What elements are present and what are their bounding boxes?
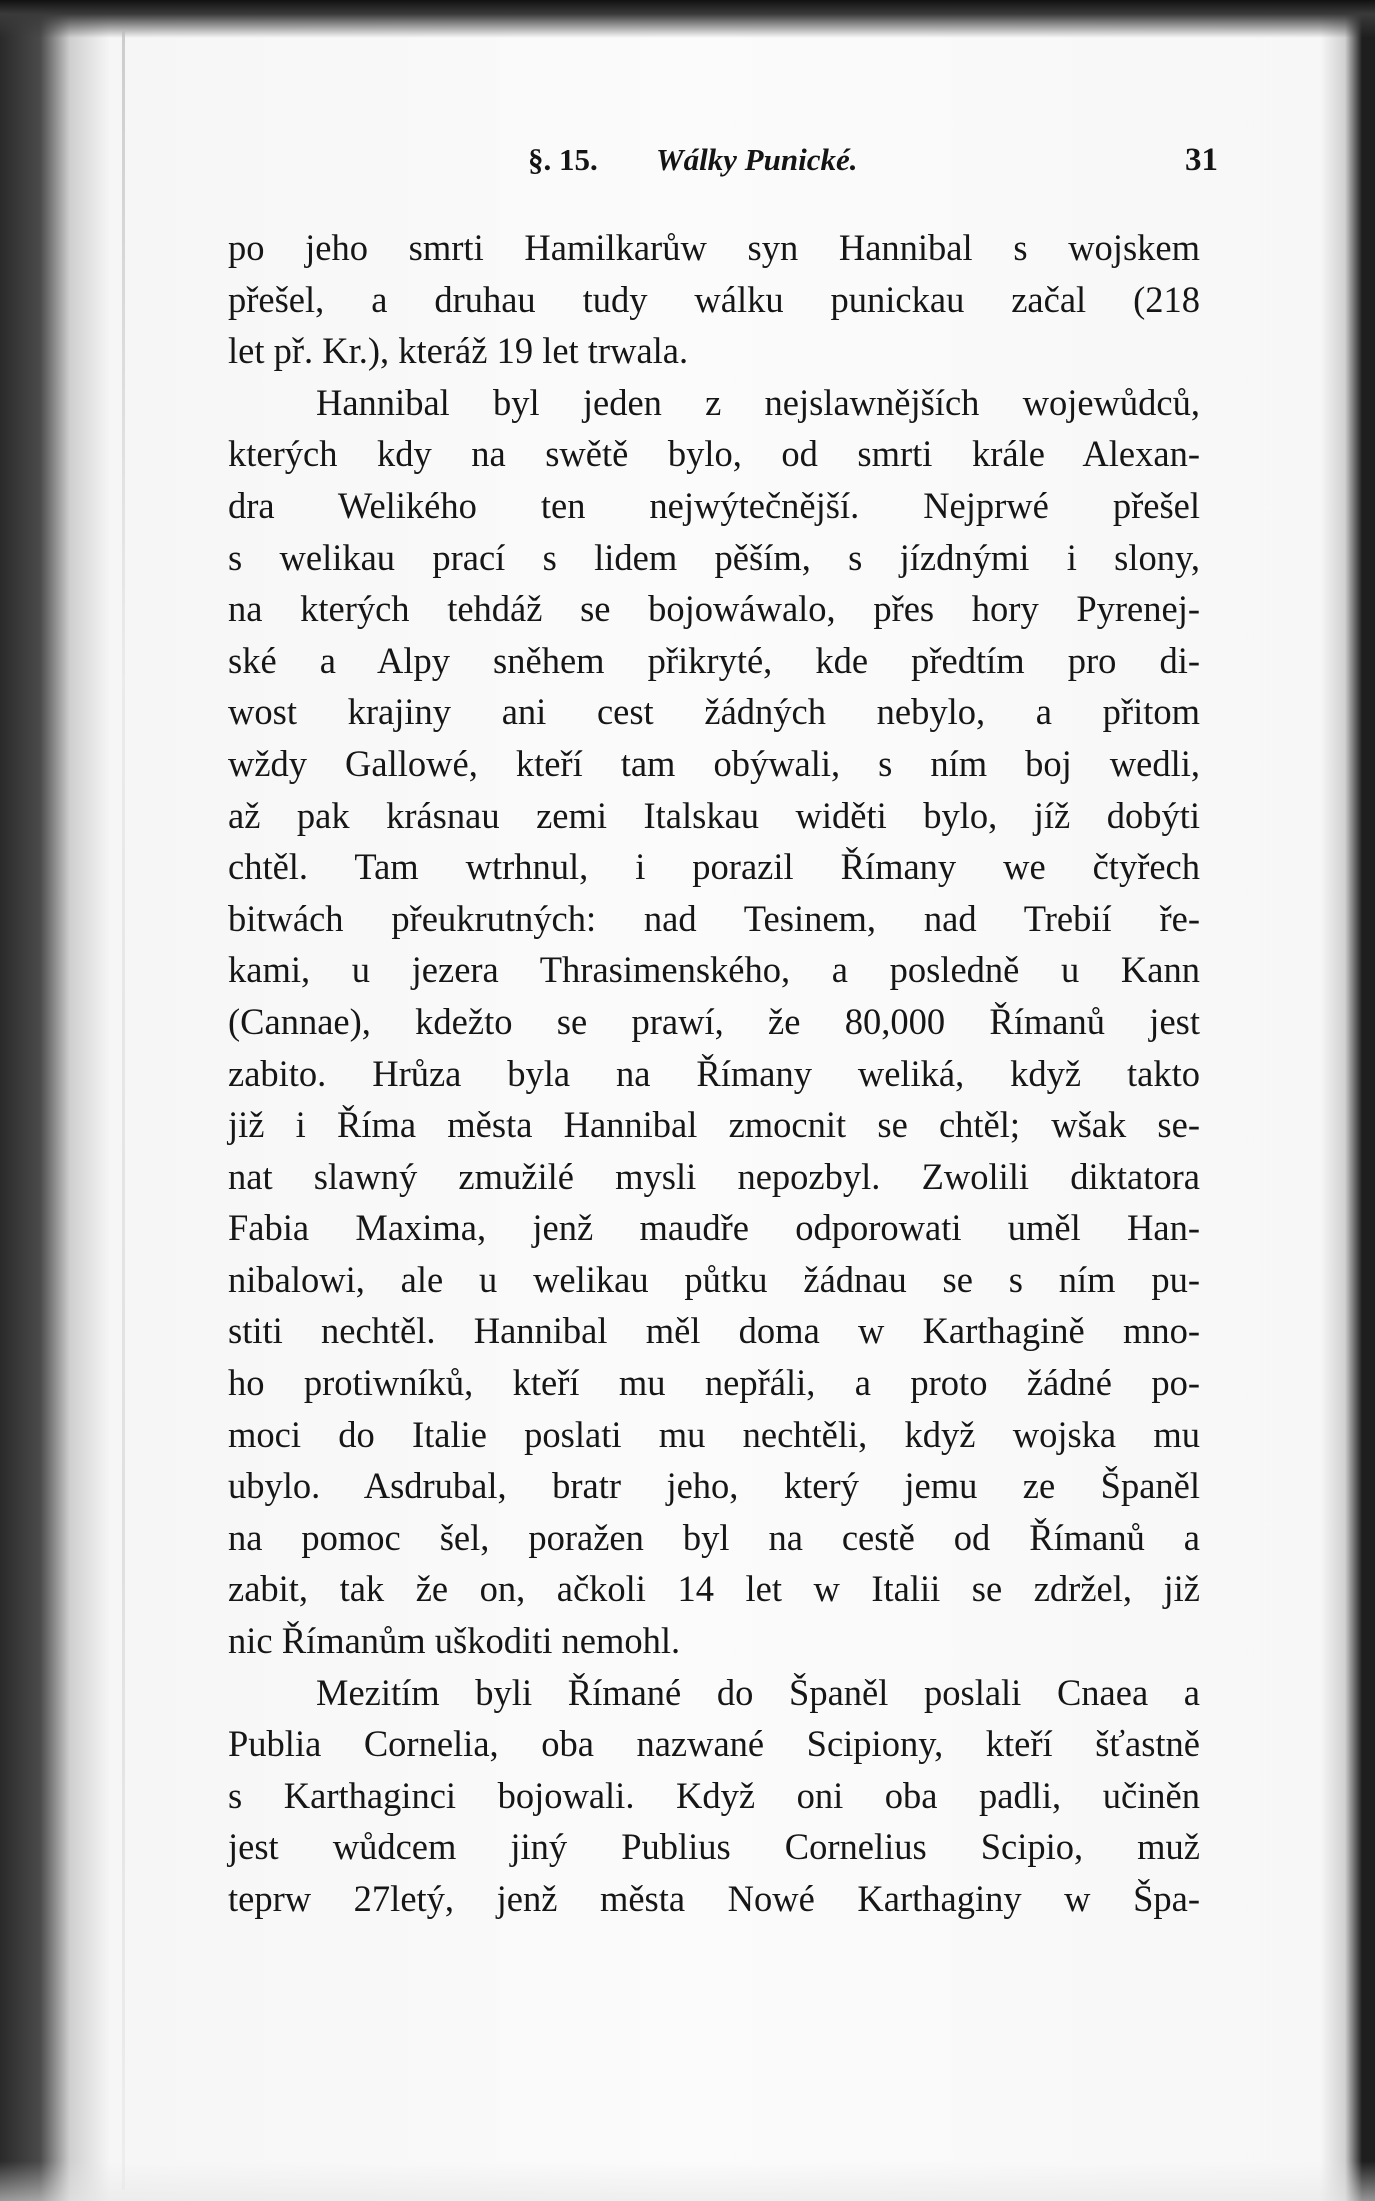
text-line: již i Říma města Hannibal zmocnit se chtěl; wšak se- — [228, 1104, 1200, 1146]
text-line: moci do Italie poslati mu nechtěli, když wojska mu — [228, 1413, 1200, 1455]
text-line: na pomoc šel, poražen byl na cestě od Římanů a — [228, 1516, 1200, 1558]
text-line: wost krajiny ani cest žádných nebylo, a přitom — [228, 691, 1200, 733]
text-line: teprw 27letý, jenž města Nowé Karthaginy w Špa- — [228, 1878, 1200, 1919]
text-line: přešel, a druhau tudy wálku punickau začal (218 — [228, 278, 1200, 320]
text-line: let př. Kr.), kteráž 19 let trwala. — [228, 330, 689, 372]
text-line: dra Welikého ten nejwýtečnější. Nejprwé přešel — [228, 484, 1200, 526]
text-line: nat slawný zmužilé mysli nepozbyl. Zwolili diktatora — [228, 1155, 1200, 1197]
text-line: po jeho smrti Hamilkarůw syn Hannibal s wojskem — [228, 227, 1200, 268]
text-line: bitwách přeukrutných: nad Tesinem, nad Trebií ře- — [228, 897, 1200, 939]
text-line: až pak krásnau zemi Italskau widěti bylo, jíž dobýti — [228, 794, 1200, 836]
text-line: Publia Cornelia, oba nazwané Scipiony, kteří šťastně — [228, 1723, 1200, 1765]
text-line: (Cannae), kdežto se prawí, že 80,000 Římanů jest — [228, 1000, 1200, 1042]
text-line: Fabia Maxima, jenž maudře odporowati uměl Han- — [228, 1207, 1200, 1249]
running-head — [228, 142, 1218, 192]
text-line: jest wůdcem jiný Publius Cornelius Scipio, muž — [228, 1826, 1200, 1868]
text-line: stiti nechtěl. Hannibal měl doma w Karthagině mno- — [228, 1310, 1200, 1352]
text-line: zabit, tak že on, ačkoli 14 let w Italii se zdržel, již — [228, 1568, 1200, 1610]
page-number: 31 — [1185, 142, 1218, 178]
text-line: ho protiwníků, kteří mu nepřáli, a proto žádné po- — [228, 1362, 1200, 1404]
text-line: na kterých tehdáž se bojowáwalo, přes hory Pyrenej- — [228, 588, 1200, 630]
bottom-edge-fade — [0, 2161, 1375, 2201]
text-line: s Karthaginci bojowali. Když oni oba padli, učiněn — [228, 1774, 1200, 1816]
section-number: §. 15. — [528, 142, 598, 177]
text-line: ubylo. Asdrubal, bratr jeho, který jemu ze Španěl — [228, 1465, 1200, 1507]
text-line: s welikau prací s lidem pěším, s jízdnými i slony, — [228, 536, 1200, 578]
text-line: kterých kdy na swětě bylo, od smrti krále Alexan- — [228, 433, 1200, 475]
text-line: Hannibal byl jeden z nejslawnějších wojewůdců, — [316, 381, 1200, 423]
running-title: Wálky Punické. — [656, 142, 858, 177]
text-line: chtěl. Tam wtrhnul, i porazil Římany we čtyřech — [228, 846, 1200, 888]
text-line: wždy Gallowé, kteří tam obýwali, s ním boj wedli, — [228, 742, 1200, 784]
text-line: Mezitím byli Římané do Španěl poslali Cnaea a — [316, 1671, 1200, 1713]
text-line: nic Římanům uškoditi nemohl. — [228, 1620, 681, 1662]
text-line: zabito. Hrůza byla na Římany weliká, když takto — [228, 1052, 1200, 1094]
binding-gutter — [122, 30, 125, 2190]
body-text — [228, 222, 1200, 1925]
text-line: kami, u jezera Thrasimenského, a posledně u Kann — [228, 949, 1200, 991]
text-line: nibalowi, ale u welikau půtku žádnau se s ním pu- — [228, 1258, 1200, 1300]
top-edge-shadow — [0, 0, 1375, 38]
text-line: ské a Alpy sněhem přikryté, kde předtím pro di- — [228, 639, 1200, 681]
